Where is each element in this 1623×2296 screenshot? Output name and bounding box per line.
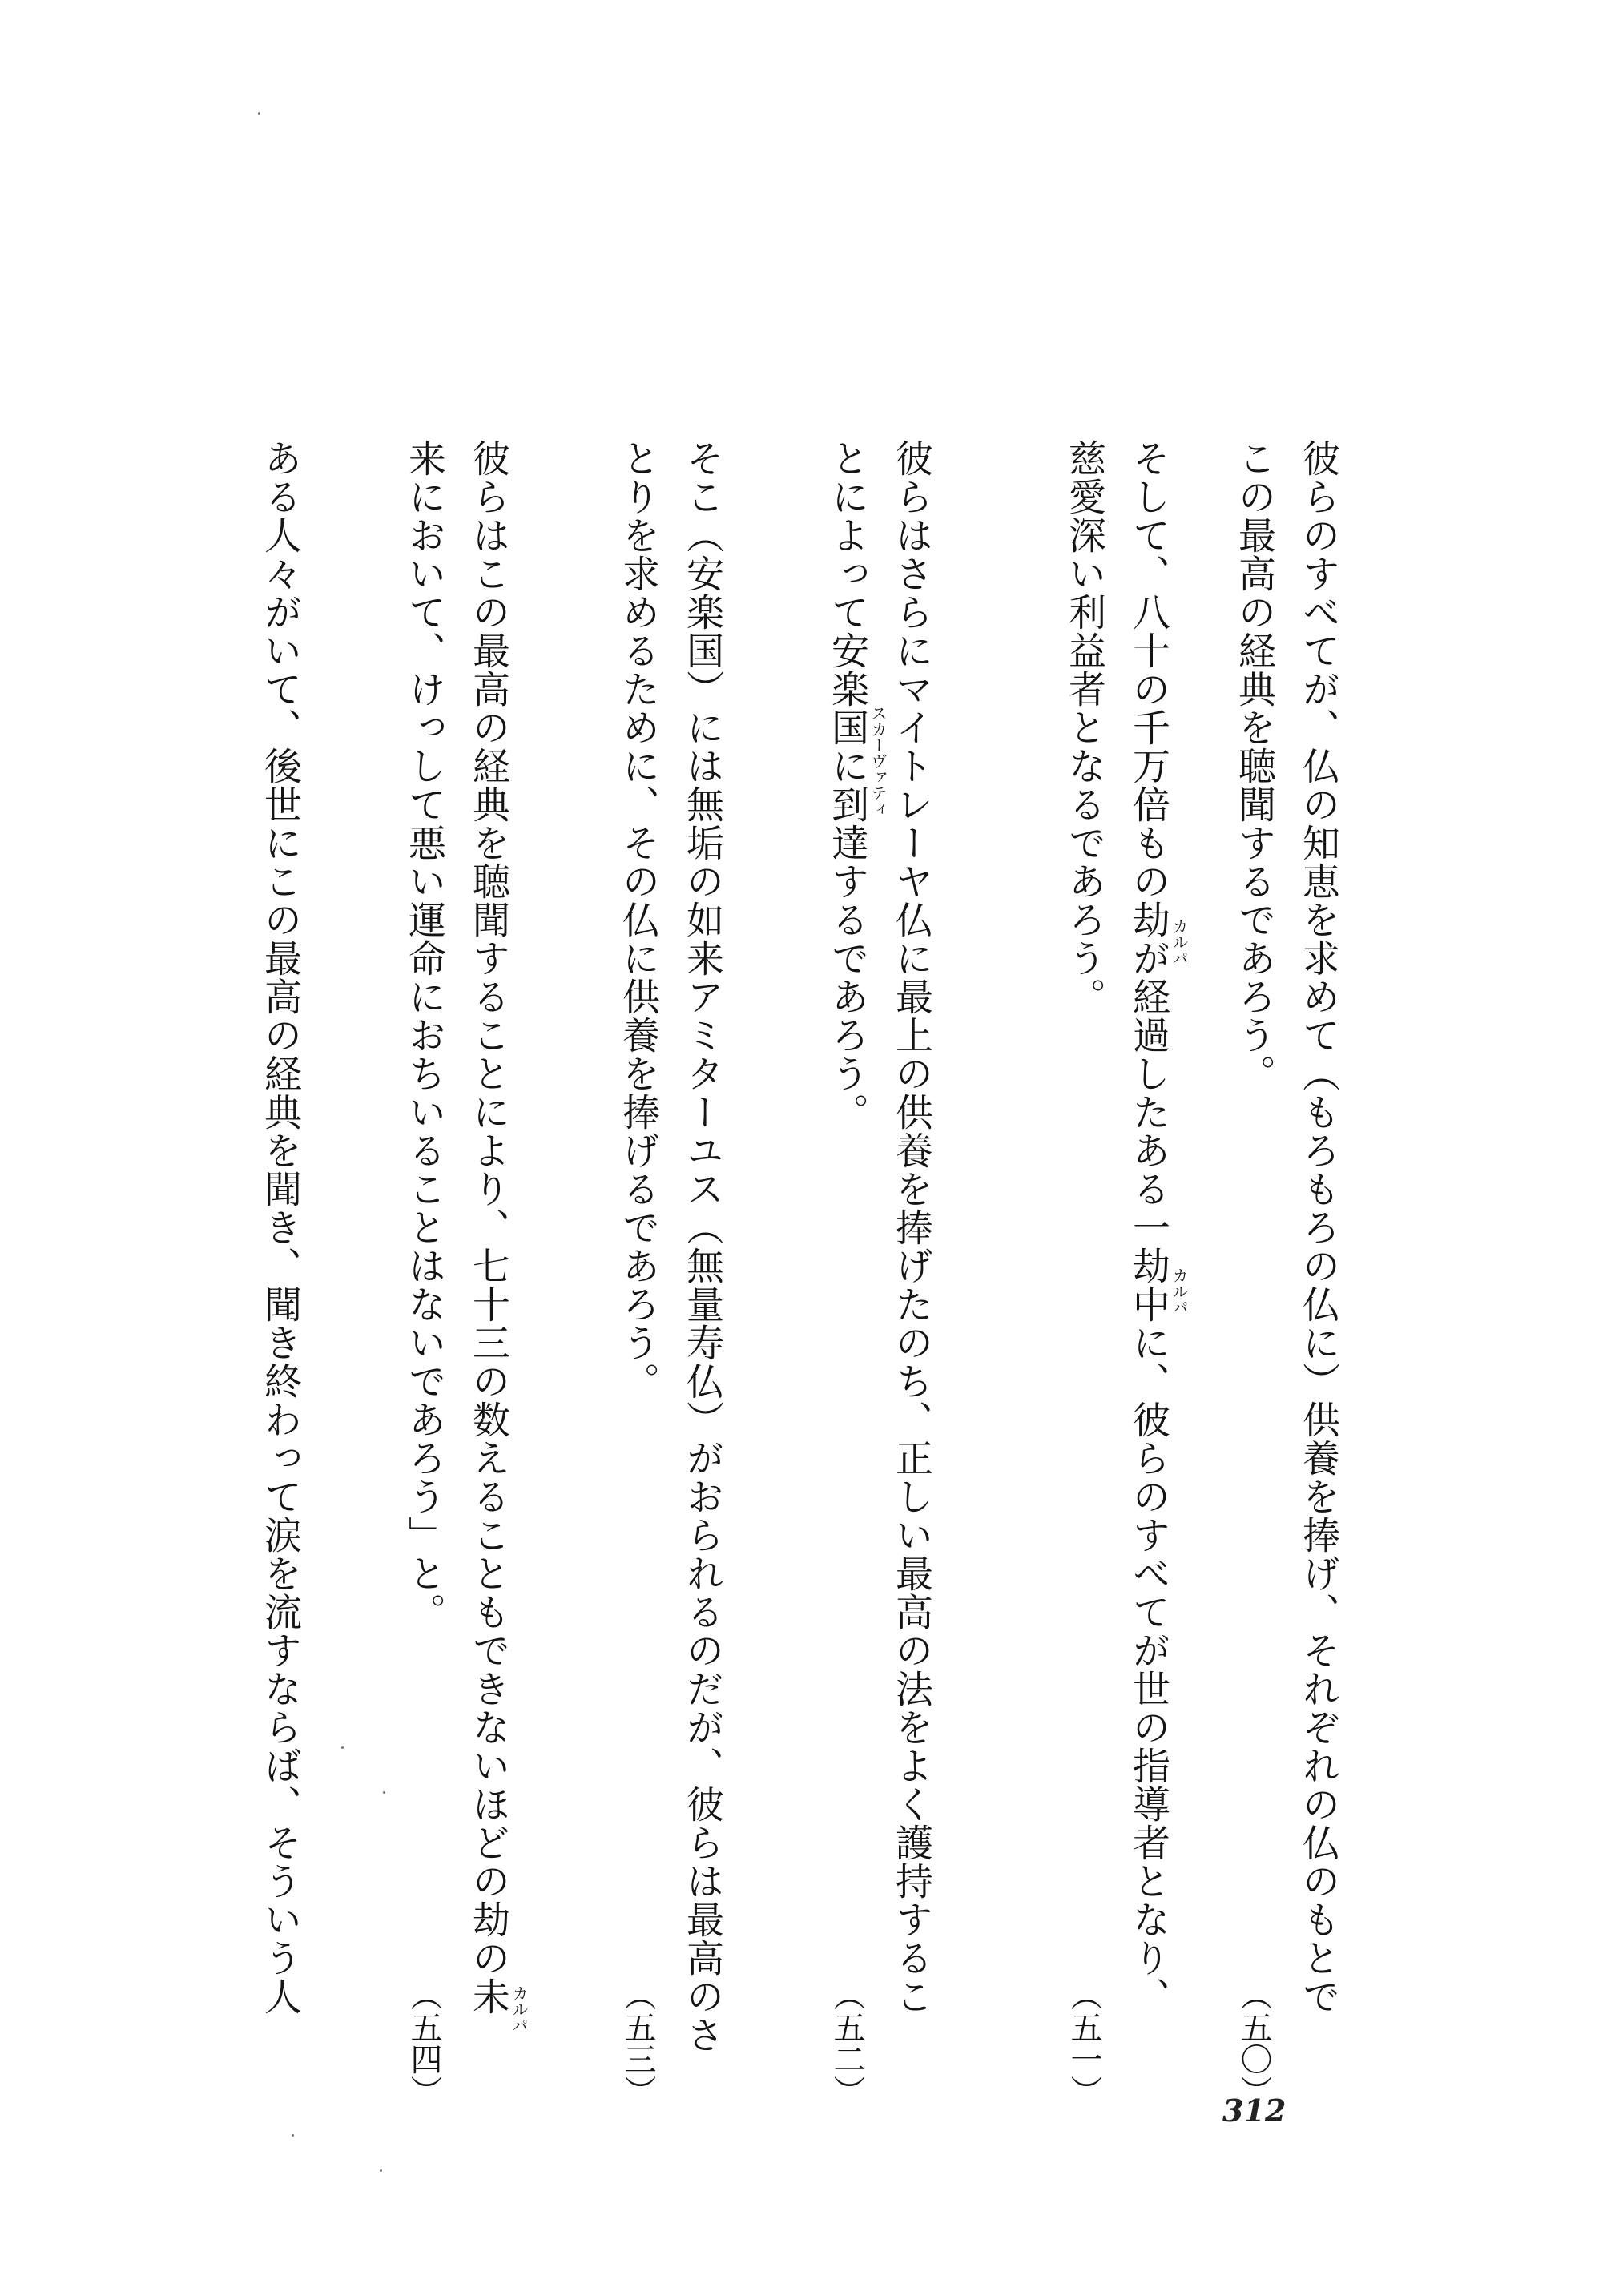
scan-speck — [383, 1791, 385, 1794]
ruby-sukhavati: スカーヴァティ — [868, 705, 888, 817]
scan-speck — [292, 2134, 294, 2137]
page-number: 312 — [1222, 2093, 1287, 2129]
scan-speck — [258, 112, 260, 115]
text-column-1: 彼らのすべてが、仏の知恵を求めて（もろもろの仏に）供養を捧げ、それぞれの仏のもとで — [1296, 439, 1340, 2016]
scan-speck — [380, 2169, 382, 2172]
ruby-kalpa-3: カルパ — [509, 1985, 529, 2033]
text-column-2: この最高の経典を聴聞するであろう。 — [1232, 439, 1276, 1093]
text-column-3: そして、八十の千万倍もの劫が経過したある一劫中に、彼らのすべてが世の指導者となり、 — [1126, 439, 1170, 2016]
verse-number-50: （五〇） — [1235, 1979, 1272, 2107]
scan-speck — [341, 1746, 344, 1749]
text-column-7: そこ（安楽国）には無垢の如来アミターユス（無量寿仏）がおられるのだが、彼らは最高のさ — [680, 439, 724, 2054]
text-column-11: ある人々がいて、後世にこの最高の経典を聞き、聞き終わって涙を流すならば、そういう人 — [258, 439, 302, 2016]
text-column-10: 来において、けっして悪い運命におちいることはないであろう」と。 — [402, 439, 446, 1631]
text-column-9: 彼らはこの最高の経典を聴聞することにより、七十三の数えることもできないほどの劫の未 — [466, 439, 510, 2016]
text-column-4: 慈愛深い利益者となるであろう。 — [1062, 439, 1106, 1016]
verse-number-54: （五四） — [405, 1979, 442, 2107]
verse-number-51: （五一） — [1065, 1979, 1102, 2107]
text-column-6: とによって安楽国に到達するであろう。 — [825, 439, 869, 1131]
text-column-5: 彼らはさらにマイトレーヤ仏に最上の供養を捧げたのち、正しい最高の法をよく護持するこ — [889, 439, 933, 2016]
ruby-kalpa-1: カルパ — [1170, 918, 1189, 966]
ruby-kalpa-2: カルパ — [1170, 1267, 1189, 1315]
text-column-8: とりを求めるために、その仏に供養を捧げるであろう。 — [616, 439, 660, 1400]
verse-number-53: （五三） — [619, 1979, 656, 2107]
verse-number-52: （五二） — [828, 1979, 865, 2107]
